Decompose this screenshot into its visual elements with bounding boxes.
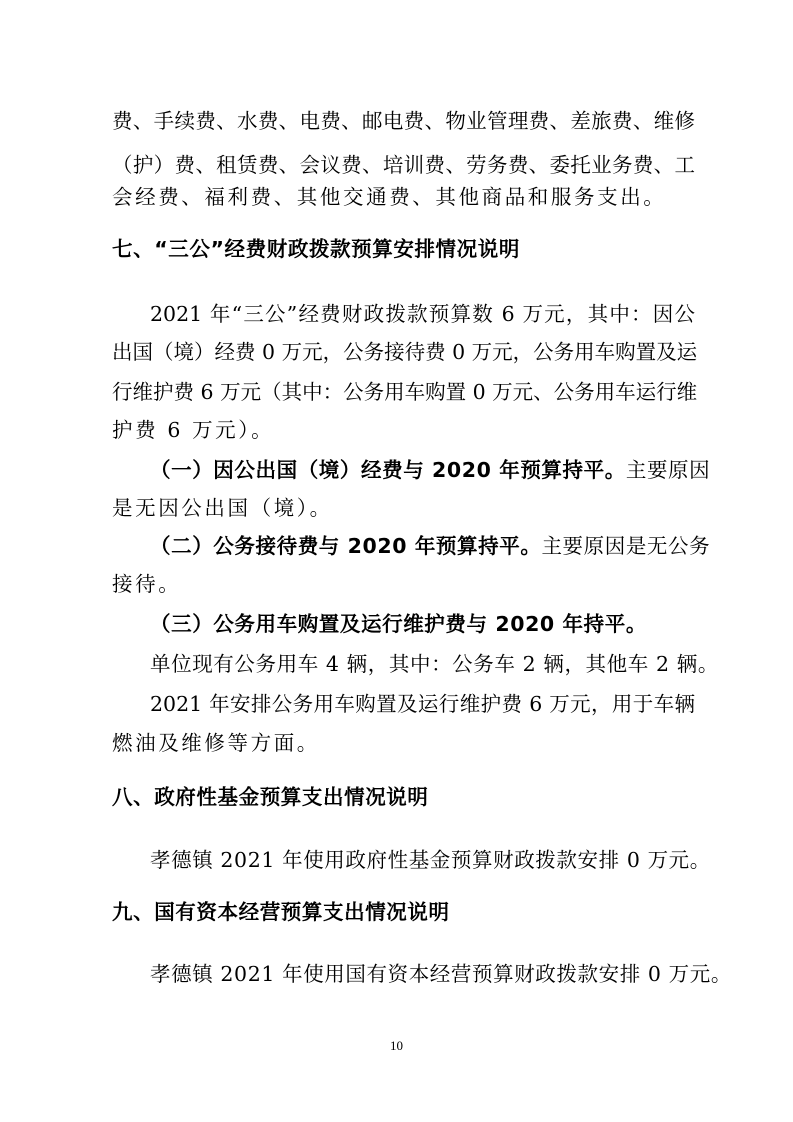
paragraph-line: 燃油及维修等方面。 [112, 731, 320, 755]
section-heading-8: 八、政府性基金预算支出情况说明 [112, 785, 429, 809]
section-heading-9: 九、国有资本经营预算支出情况说明 [112, 900, 450, 924]
subsection-item-1-title: （一）因公出国（境）经费与 2020 年预算持平。 [150, 458, 626, 482]
paragraph-line: 是无因公出国（境）。 [112, 496, 333, 520]
paragraph-line: 孝德镇 2021 年使用政府性基金预算财政拨款安排 0 万元。 [150, 848, 711, 872]
paragraph-line: 出国（境）经费 0 万元，公务接待费 0 万元，公务用车购置及运 [112, 340, 698, 364]
paragraph-line: 2021 年安排公务用车购置及运行维护费 6 万元，用于车辆 [150, 692, 695, 716]
paragraph-line: 会经费、福利费、其他交通费、其他商品和服务支出。 [112, 185, 667, 209]
subsection-item-2-text: 主要原因是无公务 [541, 534, 711, 558]
paragraph-line: 孝德镇 2021 年使用国有资本经营预算财政拨款安排 0 万元。 [150, 962, 732, 986]
section-heading-7: 七、“三公”经费财政拨款预算安排情况说明 [112, 237, 520, 261]
subsection-item-1-text: 主要原因 [625, 458, 711, 482]
paragraph-line: 2021 年“三公”经费财政拨款预算数 6 万元，其中：因公 [150, 302, 695, 326]
subsection-item-3-title: （三）公务用车购置及运行维护费与 2020 年持平。 [150, 612, 647, 636]
paragraph-line: （护）费、租赁费、会议费、培训费、劳务费、委托业务费、工 [112, 153, 695, 177]
paragraph-line: 费、手续费、水费、电费、邮电费、物业管理费、差旅费、维修 [112, 109, 695, 133]
paragraph-line: 单位现有公务用车 4 辆，其中：公务车 2 辆，其他车 2 辆。 [150, 652, 719, 676]
subsection-item-2-title: （二）公务接待费与 2020 年预算持平。 [150, 534, 542, 558]
paragraph-line: 护费 6 万元）。 [112, 418, 275, 442]
page-number: 10 [390, 1038, 403, 1053]
subsection-item-1 [150, 456, 711, 484]
subsection-item-2 [150, 532, 710, 560]
paragraph-line: 行维护费 6 万元（其中：公务用车购置 0 万元、公务用车运行维 [112, 380, 698, 404]
paragraph-line: 接待。 [112, 572, 182, 596]
